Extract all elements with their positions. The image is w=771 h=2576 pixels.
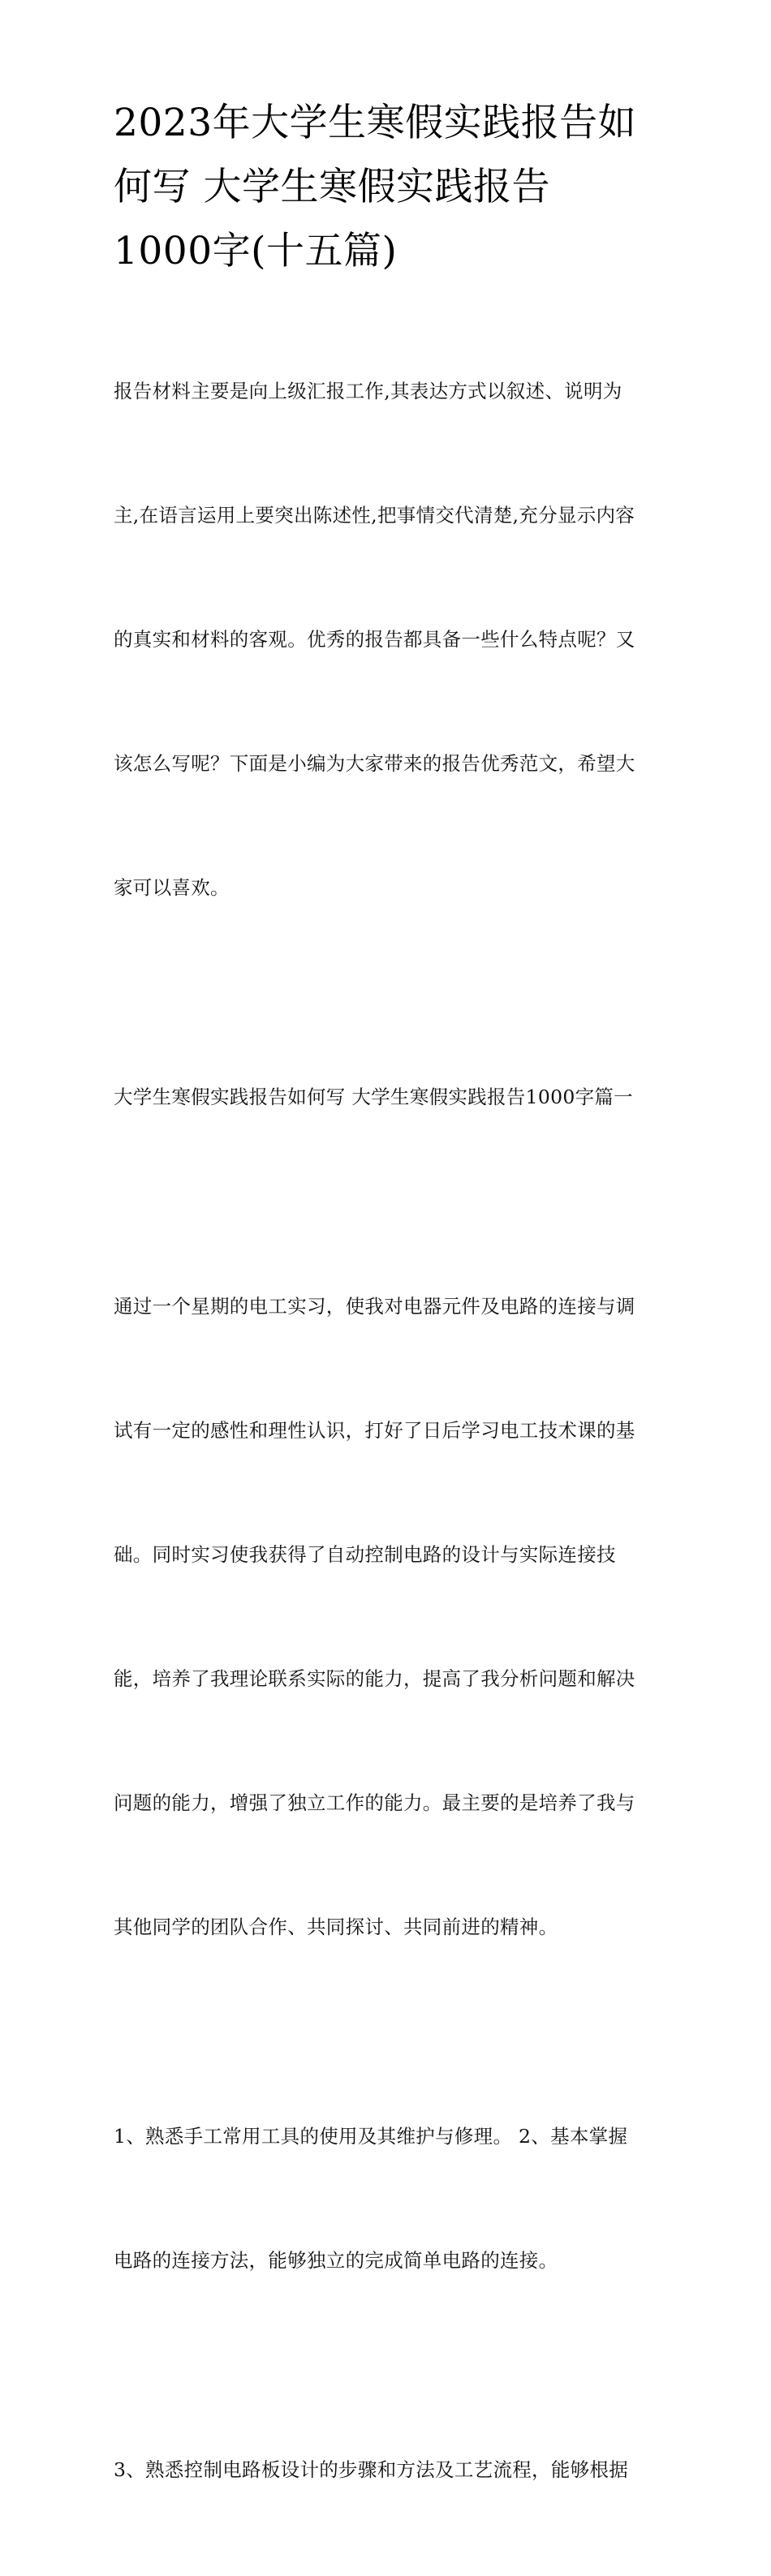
section-heading-line: 大学生寒假实践报告如何写 大学生寒假实践报告1000字篇一: [114, 1086, 633, 1108]
body-line-2: 试有一定的感性和理性认识，打好了日后学习电工技术课的基: [114, 1419, 635, 1442]
list-1-line-1: 1、熟悉手工常用工具的使用及其维护与修理。 2、基本掌握: [114, 2125, 628, 2148]
title-line-2: 何写 大学生寒假实践报告: [114, 165, 550, 209]
title-line-3: 1000字(十五篇): [114, 229, 398, 273]
intro-line-1: 报告材料主要是向上级汇报工作,其表达方式以叙述、说明为: [114, 380, 622, 402]
list-paragraph-1: [114, 2033, 659, 2364]
body-line-1: 通过一个星期的电工实习，使我对电器元件及电路的连接与调: [114, 1295, 635, 1318]
list-1-line-2: 电路的连接方法，能够独立的完成简单电路的连接。: [114, 2249, 558, 2272]
intro-line-3: 的真实和材料的客观。优秀的报告都具备一些什么特点呢？又: [114, 628, 635, 651]
body-line-4: 能，培养了我理论联系实际的能力，提高了我分析问题和解决: [114, 1667, 635, 1690]
title-line-1: 2023年大学生寒假实践报告如: [114, 101, 637, 145]
document-page: [114, 91, 659, 2576]
body-paragraph: [114, 1203, 659, 2031]
list-paragraph-2: [114, 2367, 659, 2574]
intro-line-4: 该怎么写呢？下面是小编为大家带来的报告优秀范文，希望大: [114, 752, 635, 775]
body-line-5: 问题的能力，增强了独立工作的能力。最主要的是培养了我与: [114, 1791, 635, 1814]
section-heading: [114, 994, 659, 1201]
intro-paragraph: [114, 288, 659, 991]
list-2-line-1: 3、熟悉控制电路板设计的步骤和方法及工艺流程，能够根据: [114, 2458, 629, 2481]
intro-line-5: 家可以喜欢。: [114, 876, 230, 899]
document-title: [114, 91, 659, 283]
intro-line-2: 主,在语言运用上要突出陈述性,把事情交代清楚,充分显示内容: [114, 504, 635, 527]
body-line-6: 其他同学的团队合作、共同探讨、共同前进的精神。: [114, 1916, 558, 1938]
body-line-3: 础。同时实习使我获得了自动控制电路的设计与实际连接技: [114, 1543, 616, 1566]
